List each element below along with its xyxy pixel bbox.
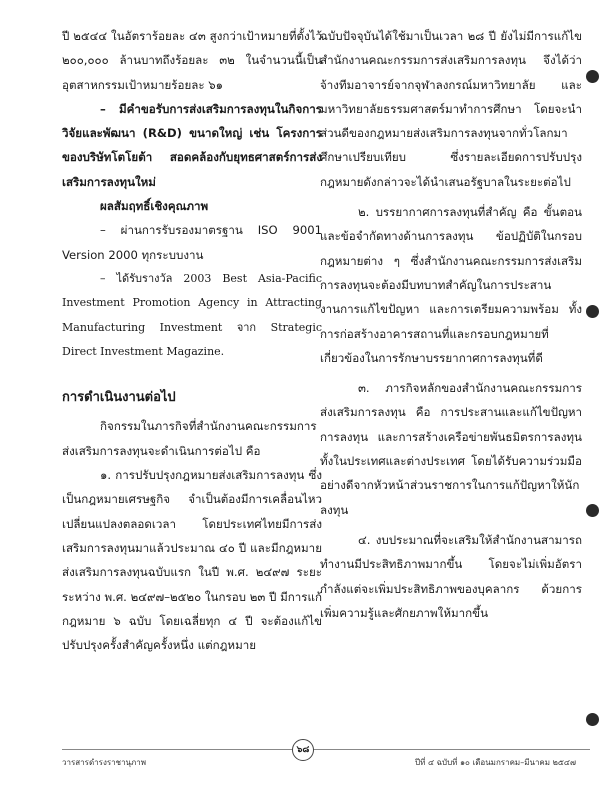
paragraph: – ได้รับรางวัล 2003 Best Asia-Pacific Investment Promotion Agency in Attracting Manufacturing Investment จาก Strategic Direct Investment Magazine. <box>62 271 322 358</box>
issue-info: ปีที่ ๔ ฉบับที่ ๑๐ เดือนมกราคม–มีนาคม ๒๕๔๗ <box>415 758 576 767</box>
left-column <box>62 24 322 657</box>
paragraph: ๑. การปรับปรุงกฎหมายส่งเสริมการลงทุน ซึ่งเป็นกฎหมายเศรษฐกิจ จำเป็นต้องมีการเคลื่อนไหวเปลี่ยนแปลงตลอดเวลา โดยประเทศไทยมีการส่งเสริมการลงทุนมาแล้วประมาณ ๔๐ ปี และมีกฎหมายส่งเสริมการลงทุนฉบับแรก ในปี พ.ศ. ๒๔๙๗ ระยะระหว่าง พ.ศ. ๒๔๙๗–๒๕๒๐ ในกรอบ ๒๓ ปี มีการแก้กฎหมาย ๖ ฉบับ โดยเฉลี่ยทุก ๔ ปี จะต้องแก้ไขปรับปรุงครั้งสำคัญครั้งหนึ่ง แต่กฎหมาย <box>62 468 322 653</box>
binder-hole-dot <box>586 305 599 318</box>
section-heading: การดำเนินงานต่อไป <box>62 390 176 406</box>
paragraph: ฉบับปัจจุบันได้ใช้มาเป็นเวลา ๒๘ ปี ยังไม่มีการแก้ไข สำนักงานคณะกรรมการส่งเสริมการลงทุน จึงได้ว่าจ้างทีมอาจารย์จากจุฬาลงกรณ์มหาวิทยาลัย และมหาวิทยาลัยธรรมศาสตร์มาทำการศึกษา โดยจะนำส่วนดีของกฎหมายส่งเสริมการลงทุนจากทั่วโลกมาศึกษาเปรียบเทียบ ซึ่งรายละเอียดการปรับปรุงกฎหมายดังกล่าวจะได้นำเสนอรัฐบาลในระยะต่อไป <box>320 29 582 189</box>
page-number: ๖๘ <box>292 739 314 761</box>
subheading: ผลสัมฤทธิ์เชิงคุณภาพ <box>100 199 209 214</box>
paragraph: – ผ่านการรับรองมาตรฐาน ISO 9001 Version 2000 ทุกระบบงาน <box>62 223 322 262</box>
paragraph: ๔. งบประมาณที่จะเสริมให้สำนักงานสามารถทำงานมีประสิทธิภาพมากขึ้น โดยจะไม่เพิ่มอัตรากำลังแต่จะเพิ่มประสิทธิภาพของบุคลากร ด้วยการเพิ่มความรู้และศักยภาพให้มากขึ้น <box>320 532 582 620</box>
right-column <box>320 24 582 625</box>
paragraph: ๓. ภารกิจหลักของสำนักงานคณะกรรมการส่งเสริมการลงทุน คือ การประสานและแก้ไขปัญหาการลงทุน และการสร้างเครือข่ายพันธมิตรการลงทุนทั้งในประเทศและต่างประเทศ โดยได้รับความร่วมมืออย่างดีจากหัวหน้าส่วนราชการในการแก้ปัญหาให้นักลงทุน <box>320 381 582 517</box>
journal-name: วารสารดำรงราชานุภาพ <box>62 758 147 767</box>
binder-hole-dot <box>586 713 599 726</box>
page-footer <box>62 749 590 772</box>
binder-hole-dot <box>586 504 599 517</box>
paragraph: กิจกรรมในภารกิจที่สำนักงานคณะกรรมการส่งเสริมการลงทุนจะดำเนินการต่อไป คือ <box>62 419 317 458</box>
binder-hole-dot <box>586 70 599 83</box>
paragraph: ปี ๒๕๔๔ ในอัตราร้อยละ ๔๓ สูงกว่าเป้าหมายที่ตั้งไว้ ๒๐๐,๐๐๐ ล้านบาทถึงร้อยละ ๓๒ ในจำนวนนี้เป็นอุตสาหกรรมเป้าหมายร้อยละ ๖๑ <box>62 29 322 92</box>
paragraph: ๒. บรรยากาศการลงทุนที่สำคัญ คือ ขั้นตอนและข้อจำกัดทางด้านการลงทุน ข้อปฏิบัติในกรอบกฎหมายต่าง ๆ ซึ่งสำนักงานคณะกรรมการส่งเสริมการลงทุนจะต้องมีบทบาทสำคัญในการประสานงานการแก้ไขปัญหา และการเตรียมความพร้อม ทั้งการก่อสร้างอาคารสถานที่และกรอบกฎหมายที่เกี่ยวข้องในการรักษาบรรยากาศการลงทุนที่ดี <box>320 205 582 365</box>
paragraph: – มีคำขอรับการส่งเสริมการลงทุนในกิจการวิจัยและพัฒนา (R&D) ขนาดใหญ่ เช่น โครงการของบริษัทโตโยต้า สอดคล้องกับยุทธศาสตร์การส่งเสริมการลงทุนใหม่ <box>62 101 322 189</box>
